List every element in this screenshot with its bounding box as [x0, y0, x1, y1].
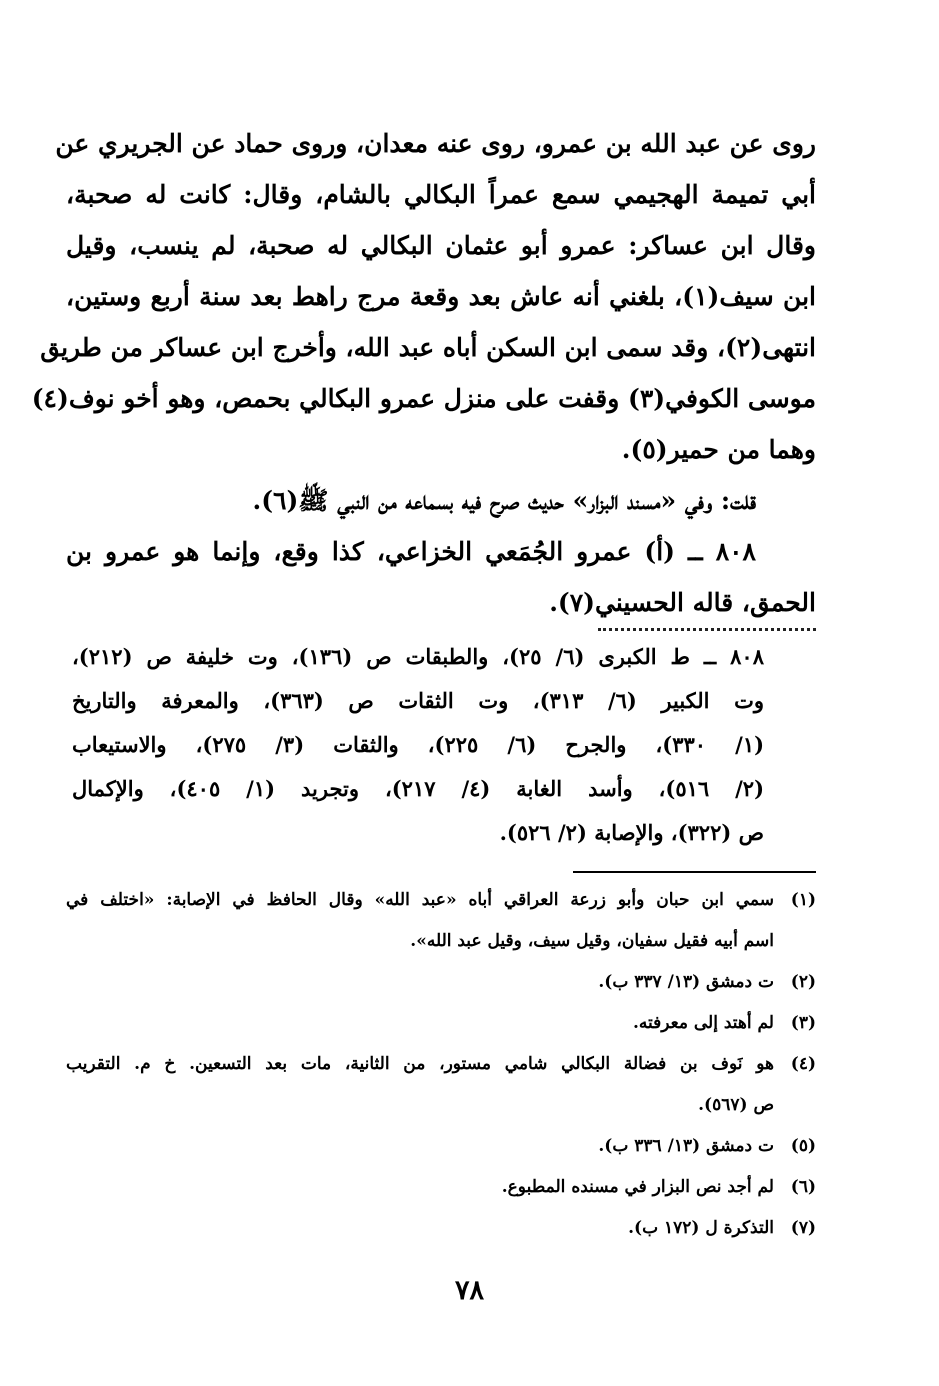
footnote-text: لم أهتد إلى معرفته. [632, 1013, 774, 1033]
footnotes [66, 880, 816, 1249]
footnote-text: ص (٥٦٧). [698, 1095, 774, 1115]
main-text-line: موسى الكوفي(٣) وقفت على منزل عمرو البكالي بحمص، وهو أخو نوف(٤) [31, 384, 816, 413]
footnote-separator [573, 871, 816, 873]
author-note: قلت: وفي «مسند البزار» حديث صرح فيه بسماعه من النبي ﷺ(٦). [252, 486, 756, 515]
main-text-line: روى عن عبد الله بن عمرو، روى عنه معدان، وروى حماد عن الجريري عن [55, 129, 816, 158]
page-number: ٧٨ [454, 1275, 484, 1306]
entry-text: الحمق، قاله الحسيني(٧). [549, 588, 816, 617]
footnote-3 [66, 1003, 816, 1044]
main-text-line: وقال ابن عساكر: عمرو أبو عثمان البكالي له صحبة، لم ينسب، وقيل [66, 231, 816, 260]
sources-line: (٢/ ٥١٦)، وأسد الغابة (٤/ ٢١٧)، وتجريد (١/ ٤٠٥)، والإكمال [72, 776, 764, 801]
main-text-line: أبي تميمة الهجيمي سمع عمراً البكالي بالشام، وقال: كانت له صحبة، [66, 180, 816, 209]
sources-line: ص (٣٢٢)، والإصابة (٢/ ٥٢٦). [499, 820, 764, 845]
footnote-number: (٦) [790, 1177, 816, 1197]
main-text [31, 118, 816, 628]
footnote-5 [66, 1126, 816, 1167]
footnote-number: (١) [790, 890, 816, 910]
footnote-number: (٢) [790, 972, 816, 992]
sources-line: وت الكبير (٦/ ٣١٣)، وت الثقات ص (٣٦٣)، والمعرفة والتاريخ [72, 688, 764, 713]
footnote-text: التذكرة ل (١٧٢ ب). [628, 1218, 774, 1238]
footnote-1 [66, 880, 816, 962]
main-text-line: ابن سيف(١)، بلغني أنه عاش بعد وقعة مرج راهط بعد سنة أربع وستين، [66, 282, 816, 311]
main-text-line: وهما من حمير(٥). [621, 435, 816, 464]
sources-line: (١/ ٣٣٠)، والجرح (٦/ ٢٢٥)، والثقات (٣/ ٢٧٥)، والاستيعاب [72, 732, 765, 757]
entry-heading: ٨٠٨ ــ (أ) عمرو الجُمَعي الخزاعي، كذا وقع، وإنما هو عمرو بن [66, 537, 756, 566]
footnote-text: ت دمشق (١٣/ ٣٣٧ ب). [598, 972, 774, 992]
footnote-text: لم أجد نص البزار في مسنده المطبوع. [501, 1177, 774, 1197]
dotted-separator [598, 628, 816, 631]
footnote-text: هو نَوف بن فضالة البكالي شامي مستور، من الثانية، مات بعد التسعين. خ م. التقريب [66, 1054, 774, 1074]
footnote-number: (٧) [790, 1218, 816, 1238]
footnote-number: (٥) [790, 1136, 816, 1156]
footnote-number: (٣) [790, 1013, 816, 1033]
footnote-text: سمي ابن حبان وأبو زرعة العراقي أباه «عبد الله» وقال الحافظ في الإصابة: «اختلف في [66, 890, 774, 910]
main-text-line: انتهى(٢)، وقد سمى ابن السكن أباه عبد الله، وأخرج ابن عساكر من طريق [40, 333, 816, 362]
footnote-7 [66, 1208, 816, 1249]
footnote-text: ت دمشق (١٣/ ٣٣٦ ب). [598, 1136, 774, 1156]
sources-line: ٨٠٨ ــ ط الكبرى (٦/ ٢٥)، والطبقات ص (١٣٦)، وت خليفة ص (٢١٢)، [72, 644, 764, 669]
footnote-2 [66, 962, 816, 1003]
footnote-6 [66, 1167, 816, 1208]
footnote-number: (٤) [790, 1054, 816, 1074]
footnote-text: اسم أبيه فقيل سفيان، وقيل سيف، وقيل عبد الله». [410, 931, 774, 951]
footnote-4 [66, 1044, 816, 1126]
sources-block [72, 635, 764, 855]
